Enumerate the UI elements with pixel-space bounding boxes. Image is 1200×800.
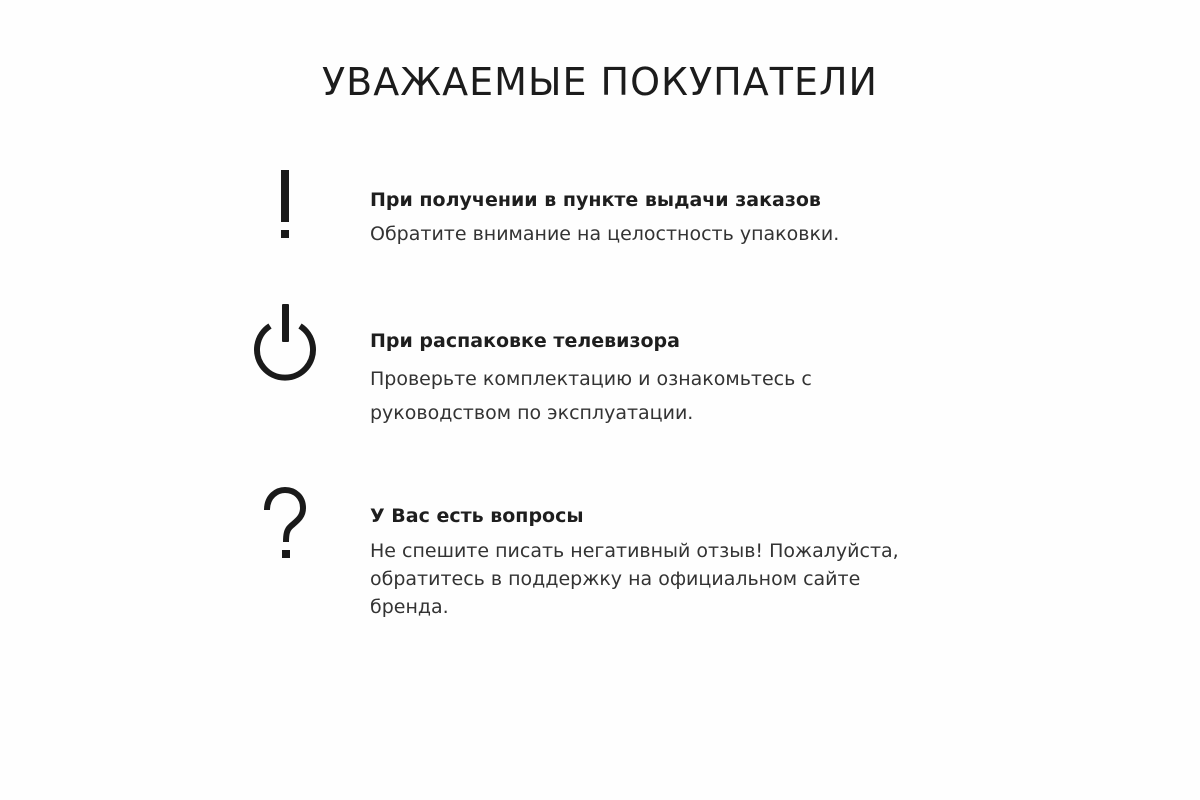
question-icon xyxy=(245,482,325,572)
info-item-unpacking xyxy=(370,328,970,430)
info-item-body: Проверьте комплектацию и ознакомьтесь с руководством по эксплуатации. xyxy=(370,368,812,424)
info-item-heading: При получении в пункте выдачи заказов xyxy=(370,189,821,211)
info-item-body: Не спешите писать негативный отзыв! Пожалуйста, обратитесь в поддержку на официальном сайте бренда. xyxy=(370,540,899,618)
power-icon xyxy=(245,298,325,388)
info-item-questions xyxy=(370,503,970,621)
exclamation-icon xyxy=(245,160,325,250)
info-item-body: Обратите внимание на целостность упаковки. xyxy=(370,223,840,245)
page-title: УВАЖАЕМЫЕ ПОКУПАТЕЛИ xyxy=(322,60,878,104)
info-item-delivery xyxy=(370,187,970,247)
info-item-heading: При распаковке телевизора xyxy=(370,330,680,352)
info-item-heading: У Вас есть вопросы xyxy=(370,505,584,527)
